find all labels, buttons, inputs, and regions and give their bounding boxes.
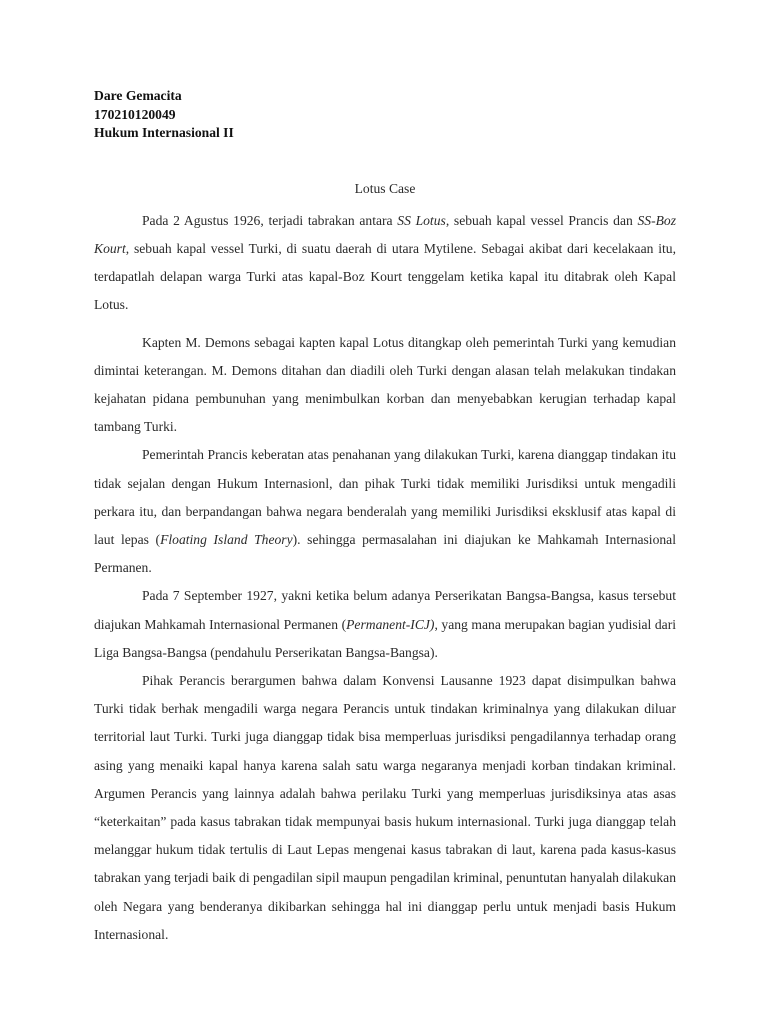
- p1-italic-1: SS Lotus: [397, 212, 446, 228]
- p3-italic-1: Floating Island Theory: [160, 532, 293, 548]
- p4-italic-1: Permanent-ICJ): [346, 616, 435, 632]
- p1-text-3: , sebuah kapal vessel Turki, di suatu daerah di utara Mytilene. Sebagai akibat dari kecelakaan itu, terdapatlah delapan warga Turki atas kapal-Boz Kourt tenggelam ketika kapal itu ditabrak oleh Kapal Lotus.: [94, 240, 676, 313]
- p1-text-2: , sebuah kapal vessel Prancis dan: [445, 212, 638, 228]
- p3-text-1: Pemerintah Prancis keberatan atas penahanan yang dilakukan Turki, karena dianggap tindakan itu tidak sejalan dengan Hukum Internasionl, dan pihak Turki tidak memiliki Jurisdiksi untuk mengadili perkara itu, dan berpandangan bahwa negara benderalah yang memiliki Jurisdiksi eksklusif atas kapal di laut lepas (: [94, 447, 676, 548]
- paragraph-1: [94, 207, 676, 320]
- author-name: Dare Gemacita: [94, 88, 182, 103]
- student-id: 170210120049: [94, 106, 176, 122]
- paragraph-5: Pihak Perancis berargumen bahwa dalam Konvensi Lausanne 1923 dapat disimpulkan bahwa Turki tidak berhak mengadili warga negara Perancis untuk tindakan kriminalnya yang dilakukan diluar territorial laut Turki. Turki juga dianggap tidak bisa memperluas jurisdiksi pengadilannya terhadap orang asing yang menaiki kapal hanya karena salah satu warga negaranya menjadi korban tindakan kriminal. Argumen Perancis yang lainnya adalah bahwa perilaku Turki yang memperluas jurisdiksinya atas asas “keterkaitan” pada kasus tabrakan tidak mempunyai basis hukum internasional. Turki juga dianggap telah melanggar hukum tidak tertulis di Laut Lepas mengenai kasus tabrakan di laut, karena pada kasus-kasus tabrakan yang terjadi baik di pengadilan sipil maupun pengadilan kriminal, penuntutan hanyalah dilakukan oleh Negara yang benderanya dikibarkan sehingga hal ini dianggap perlu untuk menjadi basis Hukum Internasional.: [94, 673, 676, 942]
- p4-text-1: Pada 7 September 1927, yakni ketika belum adanya Perserikatan Bangsa-Bangsa, kasus tersebut diajukan Mahkamah Internasional Permanen (: [94, 588, 676, 632]
- author-header: [94, 87, 676, 143]
- course-name: Hukum Internasional II: [94, 125, 234, 141]
- p3-text-2: ). sehingga permasalahan ini diajukan ke Mahkamah Internasional Permanen.: [94, 532, 676, 576]
- paragraph-2: Kapten M. Demons sebagai kapten kapal Lotus ditangkap oleh pemerintah Turki yang kemudian dimintai keterangan. M. Demons ditahan dan diadili oleh Turki dengan alasan telah melakukan tindakan kejahatan pidana pembunuhan yang menimbulkan korban dan menyebabkan kerugian terhadap kapal tambang Turki.: [94, 334, 676, 435]
- paragraph-4: [94, 582, 676, 667]
- p1-text-1: Pada 2 Agustus 1926, terjadi tabrakan antara: [142, 212, 398, 228]
- paragraph-3: [94, 441, 676, 582]
- document-title: Lotus Case: [354, 180, 416, 196]
- p1-italic-2: SS-Boz Kourt: [94, 212, 677, 256]
- p4-text-2: , yang mana merupakan bagian yudisial dari Liga Bangsa-Bangsa (pendahulu Perserikatan Bangsa-Bangsa).: [94, 616, 676, 660]
